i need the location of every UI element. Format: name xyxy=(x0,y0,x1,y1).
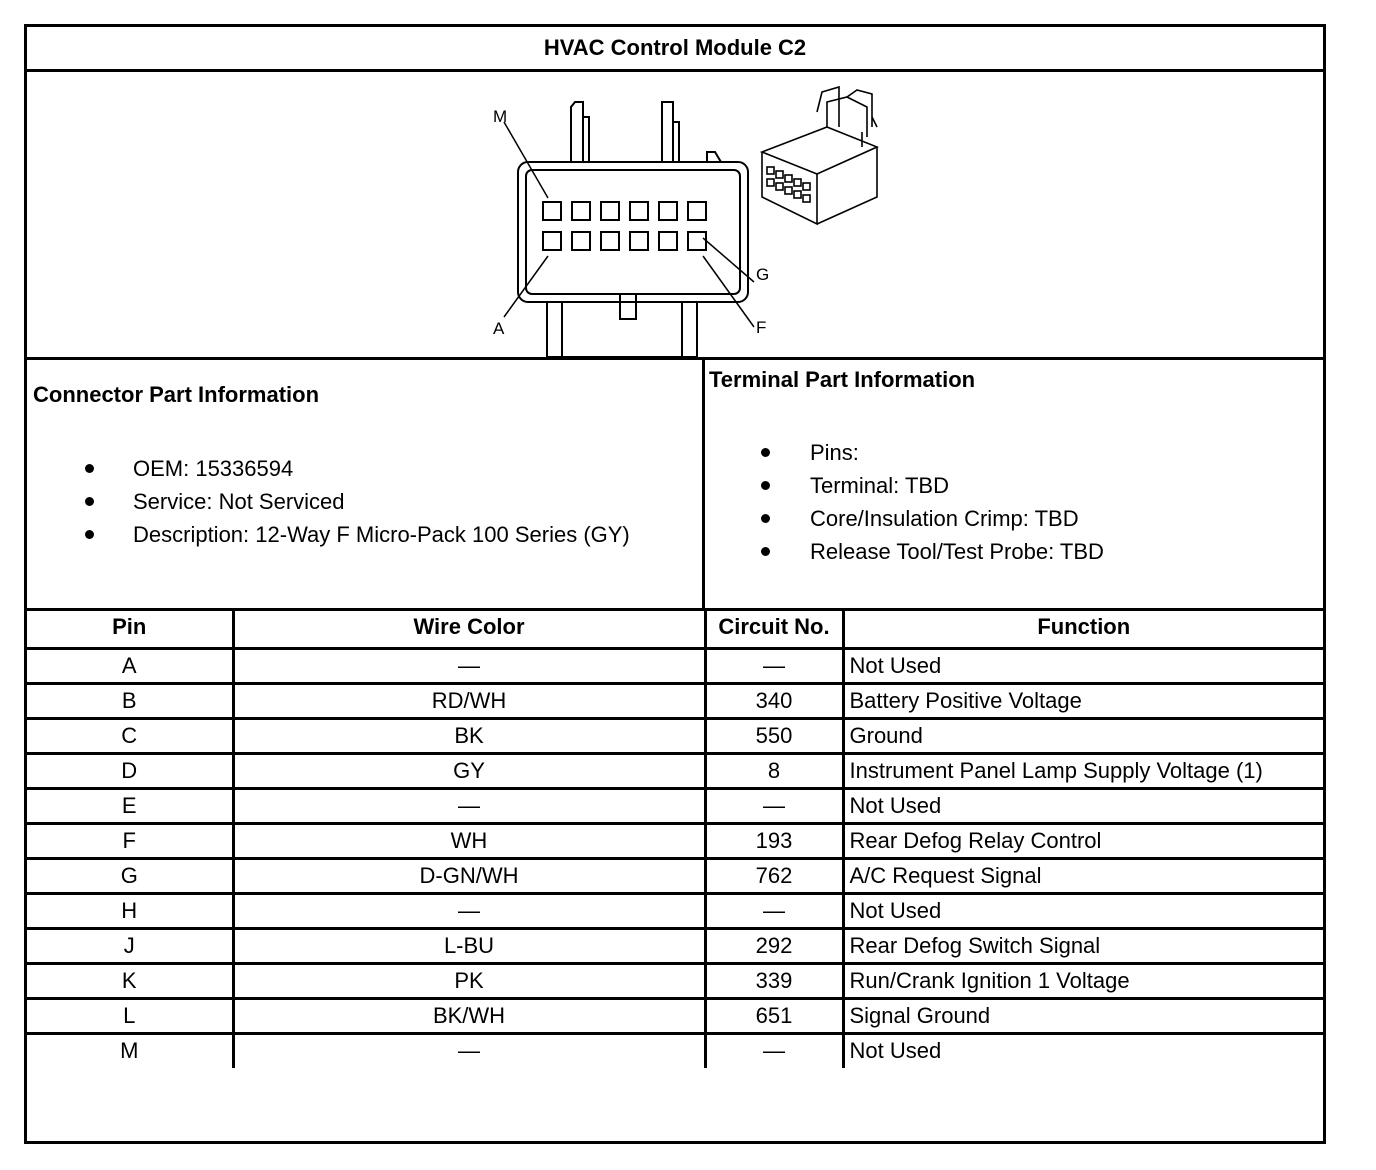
list-item: Terminal: TBD xyxy=(761,469,1104,502)
cell-wire-color: RD/WH xyxy=(233,683,705,718)
cell-pin: K xyxy=(27,963,233,998)
cell-wire-color: BK xyxy=(233,718,705,753)
connector-diagram xyxy=(27,72,1323,357)
cell-pin: C xyxy=(27,718,233,753)
cell-circuit-no: 340 xyxy=(705,683,843,718)
pin-label-a: A xyxy=(493,319,505,338)
cell-function: Not Used xyxy=(843,788,1323,823)
cell-function: Rear Defog Relay Control xyxy=(843,823,1323,858)
connector-info-list xyxy=(85,452,630,551)
list-item: Description: 12-Way F Micro-Pack 100 Series (GY) xyxy=(85,518,630,551)
table-row xyxy=(27,1033,1323,1068)
connector-document xyxy=(24,24,1326,1144)
page-title: HVAC Control Module C2 xyxy=(27,27,1323,72)
cell-pin: E xyxy=(27,788,233,823)
bullet-icon xyxy=(761,547,770,556)
table-row xyxy=(27,788,1323,823)
cell-wire-color: WH xyxy=(233,823,705,858)
list-item: Service: Not Serviced xyxy=(85,485,630,518)
header-function: Function xyxy=(843,608,1323,648)
cell-circuit-no: 339 xyxy=(705,963,843,998)
cell-function: Not Used xyxy=(843,648,1323,683)
cell-wire-color: GY xyxy=(233,753,705,788)
cell-function: Signal Ground xyxy=(843,998,1323,1033)
pinout-table xyxy=(27,608,1323,1068)
table-row xyxy=(27,928,1323,963)
table-body xyxy=(27,648,1323,1068)
cell-function: Ground xyxy=(843,718,1323,753)
connector-isometric-view xyxy=(762,87,877,224)
cell-function: Battery Positive Voltage xyxy=(843,683,1323,718)
bullet-icon xyxy=(85,464,94,473)
cell-circuit-no: — xyxy=(705,788,843,823)
table-header-row xyxy=(27,608,1323,648)
cell-pin: L xyxy=(27,998,233,1033)
cell-circuit-no: 292 xyxy=(705,928,843,963)
cell-function: Run/Crank Ignition 1 Voltage xyxy=(843,963,1323,998)
pin-label-m: M xyxy=(493,107,508,126)
cell-pin: B xyxy=(27,683,233,718)
cell-function: Rear Defog Switch Signal xyxy=(843,928,1323,963)
cell-pin: D xyxy=(27,753,233,788)
bullet-icon xyxy=(761,514,770,523)
cell-wire-color: BK/WH xyxy=(233,998,705,1033)
list-item: Pins: xyxy=(761,436,1104,469)
terminal-info-heading: Terminal Part Information xyxy=(709,367,976,392)
cell-wire-color: L-BU xyxy=(233,928,705,963)
connector-info-heading: Connector Part Information xyxy=(33,382,320,407)
cell-pin: H xyxy=(27,893,233,928)
cell-function: Instrument Panel Lamp Supply Voltage (1) xyxy=(843,753,1323,788)
table-row xyxy=(27,998,1323,1033)
list-item: Core/Insulation Crimp: TBD xyxy=(761,502,1104,535)
cell-wire-color: — xyxy=(233,648,705,683)
terminal-part-info xyxy=(705,360,1323,608)
bullet-icon xyxy=(85,497,94,506)
bullet-icon xyxy=(761,448,770,457)
table-row xyxy=(27,858,1323,893)
bullet-icon xyxy=(85,530,94,539)
list-item: Release Tool/Test Probe: TBD xyxy=(761,535,1104,568)
terminal-info-list xyxy=(761,436,1104,568)
connector-part-info xyxy=(27,360,705,608)
cell-circuit-no: 550 xyxy=(705,718,843,753)
cell-pin: J xyxy=(27,928,233,963)
table-row xyxy=(27,683,1323,718)
header-pin: Pin xyxy=(27,608,233,648)
table-row xyxy=(27,963,1323,998)
table-row xyxy=(27,753,1323,788)
cell-wire-color: — xyxy=(233,1033,705,1068)
connector-front-view xyxy=(504,102,754,357)
cell-pin: M xyxy=(27,1033,233,1068)
pin-label-g: G xyxy=(756,265,770,284)
table-row xyxy=(27,718,1323,753)
table-row xyxy=(27,648,1323,683)
table-row xyxy=(27,823,1323,858)
cell-circuit-no: 651 xyxy=(705,998,843,1033)
cell-circuit-no: 8 xyxy=(705,753,843,788)
cell-wire-color: D-GN/WH xyxy=(233,858,705,893)
header-circuit-no: Circuit No. xyxy=(705,608,843,648)
bullet-icon xyxy=(761,481,770,490)
connector-diagram-section xyxy=(27,72,1323,360)
part-information-section xyxy=(27,360,1323,611)
cell-wire-color: — xyxy=(233,788,705,823)
pin-label-f: F xyxy=(756,318,767,337)
cell-circuit-no: — xyxy=(705,1033,843,1068)
cell-pin: A xyxy=(27,648,233,683)
cell-function: Not Used xyxy=(843,1033,1323,1068)
cell-pin: F xyxy=(27,823,233,858)
cell-wire-color: — xyxy=(233,893,705,928)
table-row xyxy=(27,893,1323,928)
cell-circuit-no: — xyxy=(705,648,843,683)
cell-circuit-no: 193 xyxy=(705,823,843,858)
header-wire-color: Wire Color xyxy=(233,608,705,648)
cell-function: Not Used xyxy=(843,893,1323,928)
cell-circuit-no: 762 xyxy=(705,858,843,893)
cell-function: A/C Request Signal xyxy=(843,858,1323,893)
cell-wire-color: PK xyxy=(233,963,705,998)
cell-pin: G xyxy=(27,858,233,893)
cell-circuit-no: — xyxy=(705,893,843,928)
list-item: OEM: 15336594 xyxy=(85,452,630,485)
